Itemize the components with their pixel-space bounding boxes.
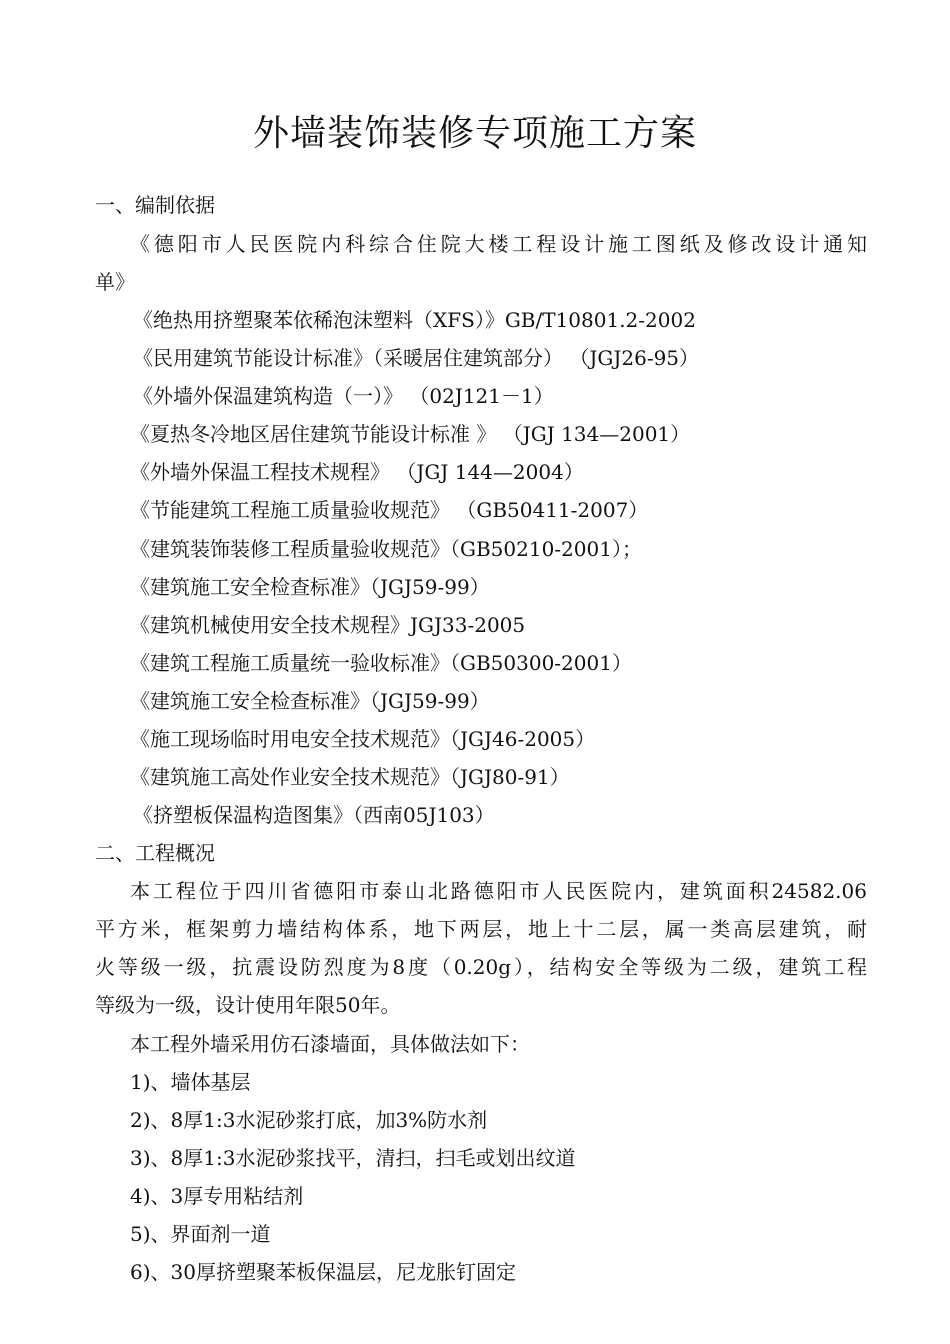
construction-step: 2)、8厚1:3水泥砂浆打底，加3%防水剂	[130, 1108, 488, 1132]
section-heading-overview: 二、工程概况	[95, 841, 215, 865]
reference-item: 《德阳市人民医院内科综合住院大楼工程设计施工图纸及修改设计通知	[130, 232, 867, 256]
reference-item-cont: 单》	[95, 270, 135, 294]
construction-step: 6)、30厚挤塑聚苯板保温层，尼龙胀钉固定	[130, 1260, 516, 1284]
construction-step: 4)、3厚专用粘结剂	[130, 1184, 304, 1208]
reference-item: 《建筑施工安全检查标准》（JGJ59-99）	[130, 689, 490, 713]
reference-item: 《建筑机械使用安全技术规程》JGJ33-2005	[130, 613, 526, 637]
reference-item: 《建筑施工安全检查标准》（JGJ59-99）	[130, 575, 490, 599]
reference-item: 《夏热冬冷地区居住建筑节能设计标准 》 （JGJ 134—2001）	[130, 422, 691, 446]
reference-item: 《建筑工程施工质量统一验收标准》（GB50300-2001）	[130, 651, 632, 675]
reference-item: 《建筑施工高处作业安全技术规范》（JGJ80-91）	[130, 765, 570, 789]
overview-paragraph-line: 平方米，框架剪力墙结构体系，地下两层，地上十二层，属一类高层建筑，耐	[95, 917, 867, 941]
reference-item: 《外墙外保温建筑构造（一）》 （02J121－1）	[133, 384, 554, 408]
facade-intro: 本工程外墙采用仿石漆墙面，具体做法如下：	[130, 1032, 530, 1056]
reference-item: 《节能建筑工程施工质量验收规范》 （GB50411-2007）	[130, 498, 649, 522]
reference-item: 《挤塑板保温构造图集》（西南05J103）	[133, 803, 495, 827]
reference-item: 《建筑装饰装修工程质量验收规范》（GB50210-2001）；	[130, 537, 642, 561]
reference-item: 《施工现场临时用电安全技术规范》（JGJ46-2005）	[130, 727, 596, 751]
construction-step: 5)、界面剂一道	[130, 1222, 271, 1246]
reference-item: 《民用建筑节能设计标准》（采暖居住建筑部分） （JGJ26-95）	[133, 346, 700, 370]
section-heading-basis: 一、编制依据	[95, 193, 215, 217]
construction-step: 3)、8厚1:3水泥砂浆找平，清扫，扫毛或划出纹道	[130, 1146, 576, 1170]
construction-step: 1)、墙体基层	[130, 1070, 251, 1094]
reference-item: 《绝热用挤塑聚苯依稀泡沫塑料（XFS）》GB/T10801.2-2002	[133, 308, 696, 332]
overview-paragraph-line: 火等级一级，抗震设防烈度为8度（0.20g），结构安全等级为二级，建筑工程	[95, 955, 867, 979]
document-title: 外墙装饰装修专项施工方案	[252, 113, 697, 154]
reference-item: 《外墙外保温工程技术规程》 （JGJ 144—2004）	[130, 460, 584, 484]
overview-paragraph-line: 本工程位于四川省德阳市泰山北路德阳市人民医院内，建筑面积24582.06	[130, 879, 867, 903]
overview-paragraph-line: 等级为一级，设计使用年限50年。	[95, 993, 401, 1017]
